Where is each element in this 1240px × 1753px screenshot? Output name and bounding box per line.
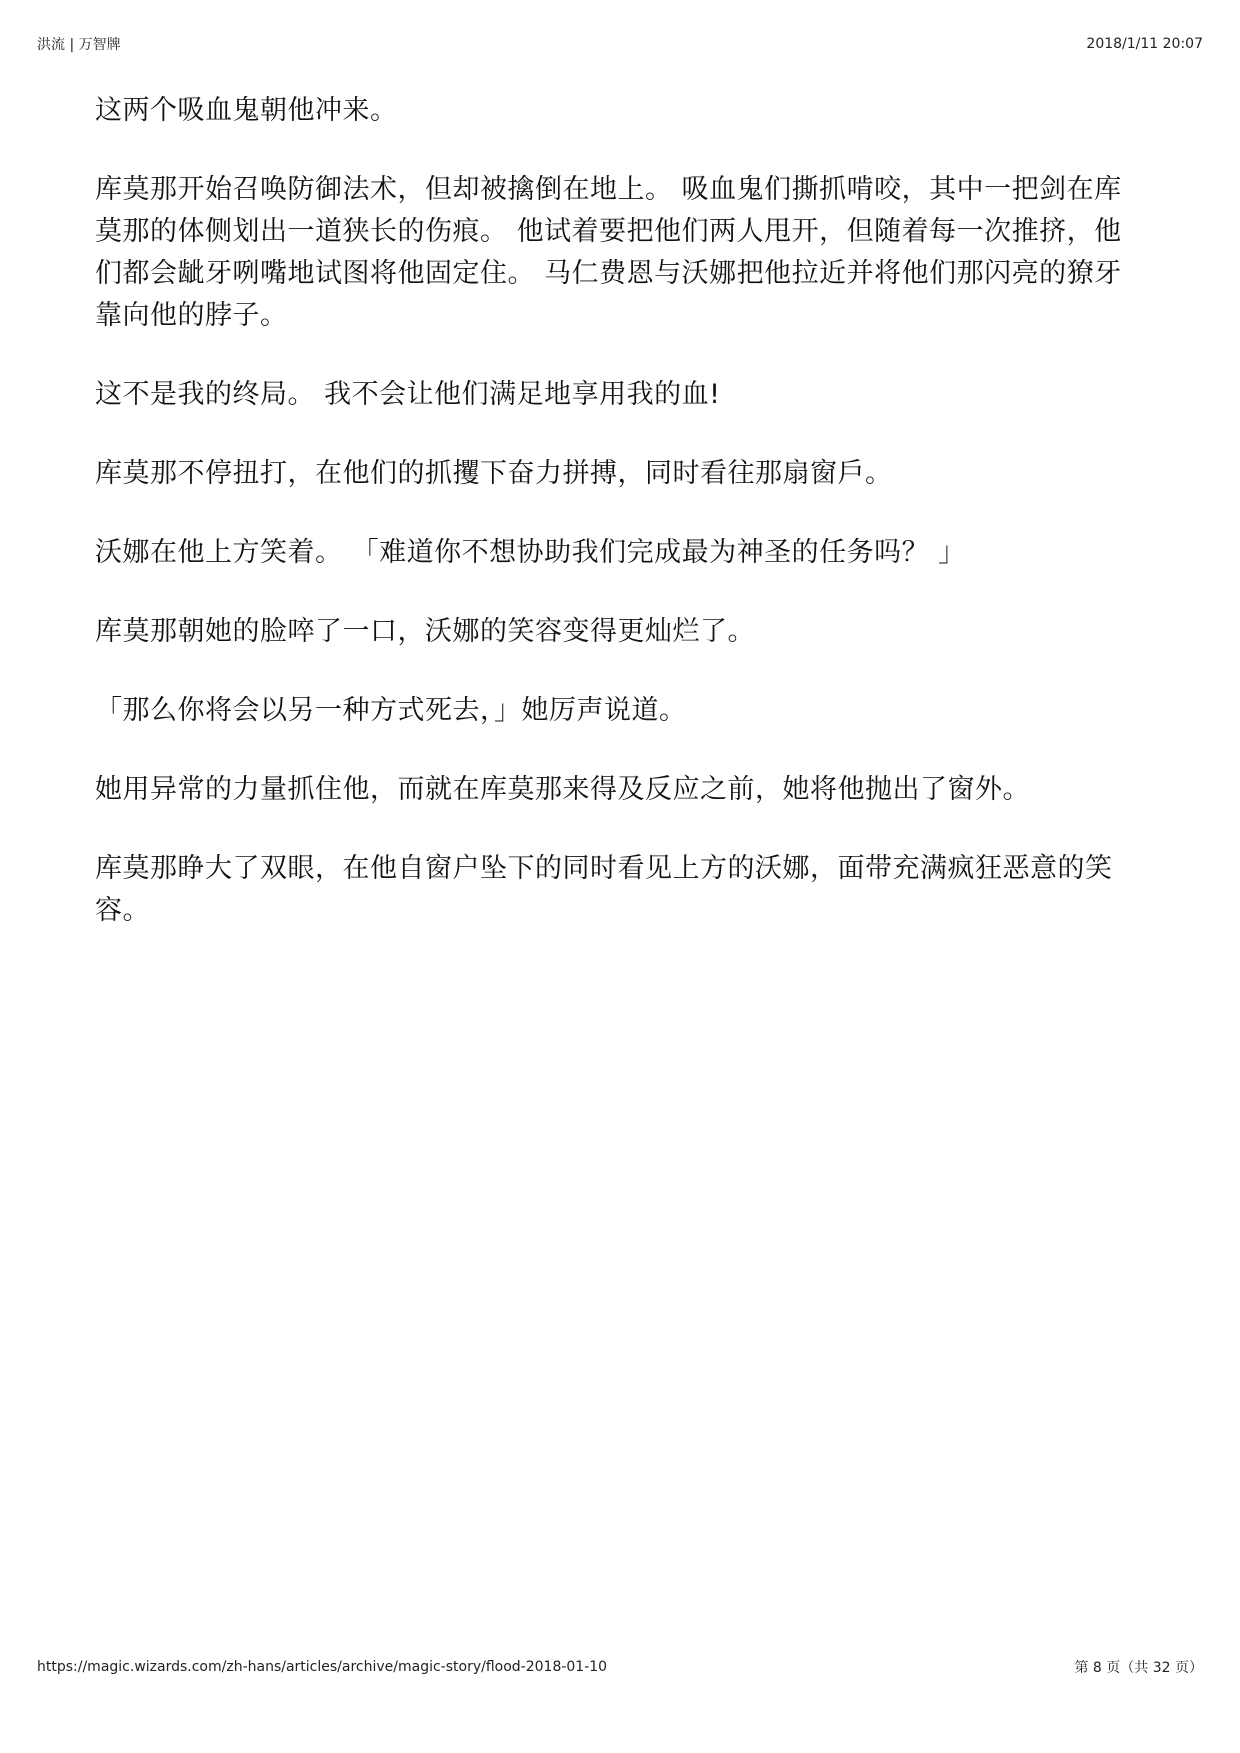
paragraph: 这两个吸血鬼朝他冲来。	[95, 95, 398, 126]
print-datetime: 2018/1/11 20:07	[1086, 36, 1203, 52]
paragraph: 库莫那朝她的脸啐了一口，沃娜的笑容变得更灿烂了。	[95, 616, 755, 647]
paragraph: 库莫那开始召唤防御法术，但却被擒倒在地上。 吸血鬼们撕抓啃咬，其中一把剑在库莫那的体侧划出一道狭长的伤痕。 他试着要把他们两人甩开，但随着每一次推挤，他们都会龇牙咧嘴地试图将他固定住。 马仁费恩与沃娜把他拉近并将他们那闪亮的獠牙靠向他的脖子。	[95, 174, 1122, 331]
paragraph: 沃娜在他上方笑着。 「难道你不想协助我们完成最为神圣的任务吗？ 」	[95, 537, 966, 568]
paragraph: 库莫那不停扭打，在他们的抓攫下奋力拼搏，同时看往那扇窗戶。	[95, 458, 893, 489]
paragraph: 库莫那睁大了双眼，在他自窗户坠下的同时看见上方的沃娜，面带充满疯狂恶意的笑容。	[95, 853, 1113, 926]
paragraph: 这不是我的终局。 我不会让他们满足地享用我的血!	[95, 379, 721, 410]
article-body	[95, 90, 1145, 969]
paragraph: 她用异常的力量抓住他，而就在库莫那来得及反应之前，她将他抛出了窗外。	[95, 774, 1030, 805]
source-url: https://magic.wizards.com/zh-hans/articles/archive/magic-story/flood-2018-01-10	[37, 1659, 608, 1675]
paragraph: 「那么你将会以另一种方式死去，」她厉声说道。	[95, 695, 687, 726]
page-footer	[37, 1657, 1203, 1677]
page-title: 洪流 | 万智牌	[37, 37, 121, 53]
page-header	[37, 34, 1203, 54]
page-indicator: 第 8 页（共 32 页）	[1074, 1660, 1203, 1676]
